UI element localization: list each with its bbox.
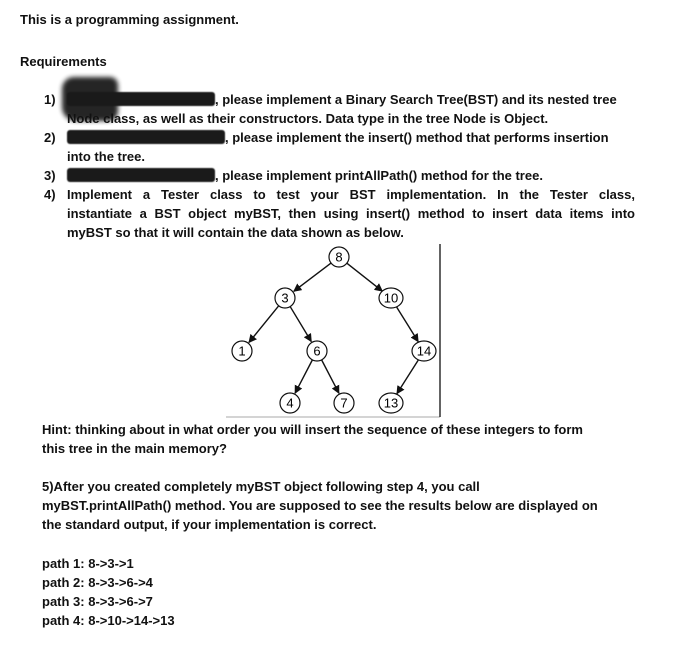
- item-number: 4): [44, 187, 56, 202]
- hint-line: this tree in the main memory?: [42, 441, 227, 456]
- redaction-bar: [67, 168, 215, 182]
- tree-edge-8-10: [347, 263, 383, 291]
- tree-edge-14-13: [397, 359, 419, 393]
- redaction-bar: [67, 92, 215, 106]
- tree-node-8: [329, 247, 349, 267]
- item-text: into the tree.: [67, 149, 146, 164]
- path-line: path 2: 8->3->6->4: [42, 575, 153, 590]
- item-number: 2): [44, 130, 56, 145]
- item-text: myBST so that it will contain the data shown as below.: [67, 225, 404, 240]
- item-text: Implement a Tester class to test your BST implementation. In the Tester class,: [67, 187, 635, 202]
- tree-edge-8-3: [294, 263, 331, 291]
- tree-edge-3-1: [249, 306, 279, 343]
- requirement-item-1: [67, 90, 635, 109]
- node-label: 8: [335, 249, 343, 265]
- node-label: 13: [383, 395, 399, 411]
- tree-node-10: [379, 288, 403, 308]
- node-label: 1: [238, 343, 246, 359]
- bst-tree-diagram: [220, 238, 450, 420]
- node-label: 4: [286, 395, 294, 411]
- path-line: path 1: 8->3->1: [42, 556, 134, 571]
- step5-line: myBST.printAllPath() method. You are supposed to see the results below are displayed on: [42, 498, 598, 513]
- tree-nodes: [232, 247, 436, 413]
- item-number: 3): [44, 168, 56, 183]
- hint-text: [42, 420, 642, 458]
- node-label: 6: [313, 343, 321, 359]
- assignment-title: This is a programming assignment.: [20, 12, 239, 27]
- step5-text: [42, 477, 662, 534]
- item-text: , please implement printAllPath() method for the tree.: [215, 168, 543, 183]
- requirements-heading: Requirements: [20, 54, 107, 69]
- node-label: 10: [383, 290, 399, 306]
- hint-line: Hint: thinking about in what order you will insert the sequence of these integers to form: [42, 422, 583, 437]
- tree-edge-10-14: [396, 306, 418, 341]
- path-line: path 3: 8->3->6->7: [42, 594, 153, 609]
- tree-edge-6-7: [322, 360, 339, 393]
- requirement-item-3: [67, 166, 635, 185]
- tree-edges: [249, 263, 419, 394]
- tree-node-4: [280, 393, 300, 413]
- tree-node-13: [379, 393, 403, 413]
- requirement-item-1-cont: [67, 109, 635, 128]
- node-label: 3: [281, 290, 289, 306]
- item-text: , please implement a Binary Search Tree(BST) and its nested tree: [215, 92, 617, 107]
- tree-node-3: [275, 288, 295, 308]
- tree-node-1: [232, 341, 252, 361]
- item-text: Node class, as well as their constructors. Data type in the tree Node is Object.: [67, 111, 549, 126]
- item-text: , please implement the insert() method that performs insertion: [225, 130, 609, 145]
- step5-line: 5)After you created completely myBST object following step 4, you call: [42, 479, 480, 494]
- node-label: 7: [340, 395, 348, 411]
- item-number: 1): [44, 92, 56, 107]
- path-line: path 4: 8->10->14->13: [42, 613, 175, 628]
- item-text: instantiate a BST object myBST, then using insert() method to insert data items into: [67, 206, 635, 221]
- node-label: 14: [416, 343, 432, 359]
- tree-edge-3-6: [290, 307, 311, 342]
- tree-node-7: [334, 393, 354, 413]
- step5-line: the standard output, if your implementation is correct.: [42, 517, 377, 532]
- redaction-bar: [67, 130, 225, 144]
- requirement-item-4: [67, 185, 635, 242]
- path-output: [42, 554, 175, 630]
- requirement-item-2: [67, 128, 635, 166]
- tree-node-6: [307, 341, 327, 361]
- tree-edge-6-4: [295, 360, 312, 393]
- tree-node-14: [412, 341, 436, 361]
